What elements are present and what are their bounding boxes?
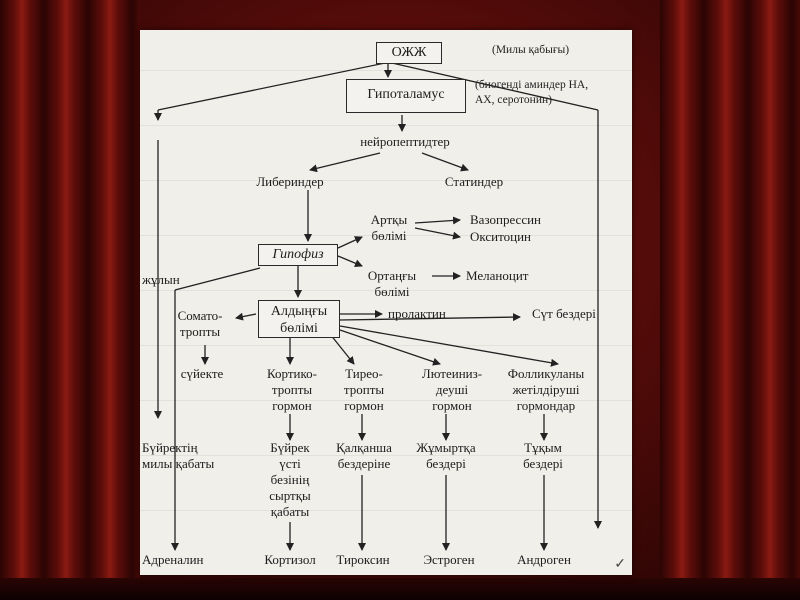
testis-line-2: бездері — [523, 456, 563, 471]
kidney-medulla-label — [142, 440, 214, 472]
thyreotropic-line-2: тропты — [343, 382, 385, 397]
liberins-label: Либериндер — [256, 174, 324, 189]
melanocyte-label: Меланоцит — [466, 268, 529, 283]
middle-lobe-label — [360, 268, 424, 300]
adrenal-cortex-label — [258, 440, 322, 520]
luteinizing-label — [412, 366, 492, 414]
thyroid-line-1: Қалқанша — [336, 440, 392, 455]
somatotropic-line-1: Сомато- — [177, 308, 223, 323]
somatotropic-label — [170, 308, 230, 340]
adrenal-cortex-line-4: сыртқы — [269, 488, 311, 503]
neuropeptides-label: нейропептидтер — [360, 134, 450, 149]
thyreotropic-line-3: гормон — [344, 398, 384, 413]
ojzh-note: (Милы қабығы) — [492, 44, 570, 56]
posterior-lobe-line-1: Артқы — [370, 212, 408, 227]
cortisol-label: Кортизол — [264, 552, 316, 567]
follicle-line-3: гормондар — [516, 398, 576, 413]
corticotropic-line-1: Кортико- — [267, 366, 317, 381]
adrenal-cortex-line-5: қабаты — [270, 504, 310, 519]
hypothalamus-note — [475, 78, 588, 108]
thyreotropic-line-1: Тирео- — [345, 366, 383, 381]
ovary-line-1: Жұмыртқа — [416, 440, 476, 455]
luteinizing-line-3: гормон — [432, 398, 472, 413]
follicle-line-2: жетілдіруші — [512, 382, 580, 397]
thyroid-line-2: бездеріне — [337, 456, 391, 471]
thyroxine-label: Тироксин — [336, 552, 390, 567]
prolactin-label: пролактин — [388, 306, 446, 321]
right-curtain — [660, 0, 800, 600]
hypothalamus-box: Гипоталамус — [346, 79, 466, 113]
statins-label: Статиндер — [444, 174, 504, 189]
posterior-lobe-label — [360, 212, 418, 244]
somatotropic-line-2: тропты — [179, 324, 221, 339]
spinal-cord-label: жұлын — [142, 272, 180, 287]
thyroid-label — [326, 440, 402, 472]
posterior-lobe-line-2: бөлімі — [371, 228, 407, 243]
hypothalamus-note-line-2: АХ, серотонин) — [475, 94, 552, 106]
corticotropic-line-2: тропты — [271, 382, 313, 397]
diagram-sheet — [140, 30, 632, 575]
follicle-line-1: Фолликуланы — [507, 366, 585, 381]
bone-label: сүйекте — [180, 366, 224, 381]
testis-label — [510, 440, 576, 472]
left-curtain — [0, 0, 140, 600]
kidney-medulla-line-1: Бүйректің — [142, 440, 198, 455]
adrenal-cortex-line-3: безінің — [270, 472, 310, 487]
stage-floor — [0, 578, 800, 600]
check-mark-icon: ✓ — [614, 557, 626, 572]
corticotropic-label — [252, 366, 332, 414]
anterior-lobe-line-2: бөлімі — [280, 321, 318, 336]
adrenal-cortex-line-1: Бүйрек — [270, 440, 310, 455]
adrenal-cortex-line-2: үсті — [279, 456, 301, 471]
vasopressin-label: Вазопрессин — [470, 212, 542, 227]
thyreotropic-label — [332, 366, 396, 414]
adrenaline-label: Адреналин — [142, 552, 204, 567]
mammary-glands-label: Сүт бездері — [532, 306, 596, 321]
ovary-label — [408, 440, 484, 472]
estrogen-label: Эстроген — [423, 552, 475, 567]
anterior-lobe-box — [258, 300, 340, 338]
androgen-label: Андроген — [517, 552, 571, 567]
oxytocin-label: Окситоцин — [470, 229, 531, 244]
kidney-medulla-line-2: милы қабаты — [142, 456, 215, 471]
ojzh-box: ОЖЖ — [376, 42, 442, 64]
corticotropic-line-3: гормон — [272, 398, 312, 413]
follicle-stimulating-label — [498, 366, 594, 414]
ovary-line-2: бездері — [426, 456, 466, 471]
luteinizing-line-2: деуші — [435, 382, 469, 397]
luteinizing-line-1: Лютеиниз- — [421, 366, 483, 381]
middle-lobe-line-1: Ортаңғы — [367, 268, 417, 283]
testis-line-1: Тұқым — [524, 440, 562, 455]
hypothalamus-note-line-1: (биогенді аминдер НА, — [475, 79, 589, 91]
middle-lobe-line-2: бөлімі — [374, 284, 410, 299]
anterior-lobe-line-1: Алдыңғы — [270, 304, 328, 319]
hypophysis-box: Гипофиз — [258, 244, 338, 266]
